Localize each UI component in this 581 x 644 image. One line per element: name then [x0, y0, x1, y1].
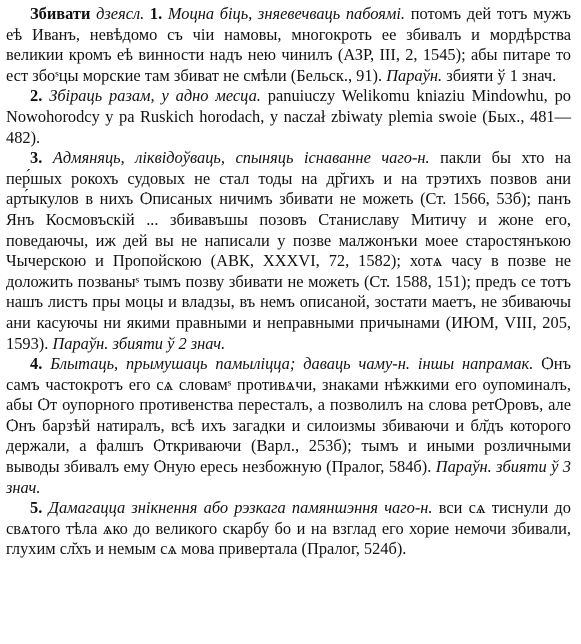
- sense-definition: Моцна біць, зняевечваць пабоямі.: [167, 4, 405, 23]
- sense-3: [6, 148, 571, 354]
- sense-number: 1.: [149, 4, 163, 23]
- synonym-label: Параўн.: [386, 65, 443, 85]
- sense-citation: panuiuczy Welikomu kniaziu Mindowhu, po Nowohorodcy y pa Ruskich horodach, y naczał zbiwaty plemia swoie (Бых., 481—482).: [6, 86, 571, 147]
- sense-5: [6, 498, 571, 560]
- sense-citation: потомъ дей тотъ мужъ еѣ Иванъ, невѣдомо съ чіи намовы, многокроть ее збивалъ и мордѣрства великии кромъ еѣ винности надъ нею чинилъ (АЗР, III, 2, 1545); абы питаре то ест збоˢцы морские там збиват не смѣли (Бельск., 91).: [6, 4, 572, 85]
- sense-citation: Ѻнъ самъ частокротъ его сѧ словамˢ противѧчи, знаками нѣжкими его оупоминалъ, абы Ѻт оупорного противенства пересталъ, а позволилъ на слова ретѺровъ, але Ѻнъ барзѣй натиралъ, всѣ ихъ загадки и силоизмы збиваючи и бл̆дъ которого держали, а фалшъ Ѻткриваючи (Варл., 253б); тымъ и иными розличными выводы збивалъ ему Ѻную ересь незбожную (Пралог, 584б).: [6, 354, 571, 477]
- sense-citation: вси сѧ тиснули до свѧтого тѣла ѧко до великого скарбу бо и на взглад его хорие немочи збивали, глухим сл̆хъ и немым сѧ мова привертала (Пралог, 524б).: [6, 498, 571, 559]
- sense-definition: Збіраць разам, у адно месца.: [49, 86, 261, 106]
- synonym-text: збияти ў 3 знач.: [6, 457, 571, 497]
- sense-number: 2.: [30, 86, 43, 106]
- sense-definition: Блытаць, прымушаць памыліцца; даваць чаму-н. іншы напрамак.: [50, 354, 534, 374]
- grammar-label: дзеясл.: [96, 4, 145, 23]
- synonym-text: збияти ў 1 знач.: [446, 65, 557, 85]
- sense-number: 4.: [30, 354, 43, 374]
- sense-number: 5.: [30, 498, 43, 518]
- sense-1: [6, 4, 571, 86]
- sense-4: [6, 354, 571, 498]
- synonym-text: збияти ў 2 знач.: [112, 333, 226, 353]
- sense-definition: Адмяняць, ліквідоўваць, спыняць існаванне чаго-н.: [52, 148, 430, 168]
- synonym-label: Параўн.: [52, 333, 109, 353]
- headword: Збивати: [30, 4, 91, 23]
- synonym-label: Параўн.: [435, 457, 492, 477]
- sense-2: [6, 86, 571, 148]
- sense-definition: Дамагацца знікнення або рэзкага памяншэння чаго-н.: [48, 498, 433, 518]
- sense-citation: пакли бы хто на пер́шых рокохъ судовых не стал тоды на др̆гихъ и на трэтихъ позвов ани арт́ыкулов в нихъ Ѻписаных ничимъ збивати не можеть (Ст. 1566, 53б); панъ Янъ Космовъскій ... збивавъшы позовъ Станиславу Митичу и жоне его, поведаючы, иж дей вы не написали у позве малжонъки моее старостянъкою Чычерскою и Пропойскою (АВК, XXXVI, 72, 1582); хотѧ часу в позве не доложить позваныˢ тымъ позву збивати не можеть (Ст. 1588, 151); предъ се тотъ нашъ листъ пры моцы и владзы, въ немъ описаной, зостати маетъ, не збиваючы ани касуючы ни якими правными и неправными причынами (ИЮМ, VIII, 205, 1593).: [6, 148, 571, 353]
- sense-number: 3.: [30, 148, 43, 168]
